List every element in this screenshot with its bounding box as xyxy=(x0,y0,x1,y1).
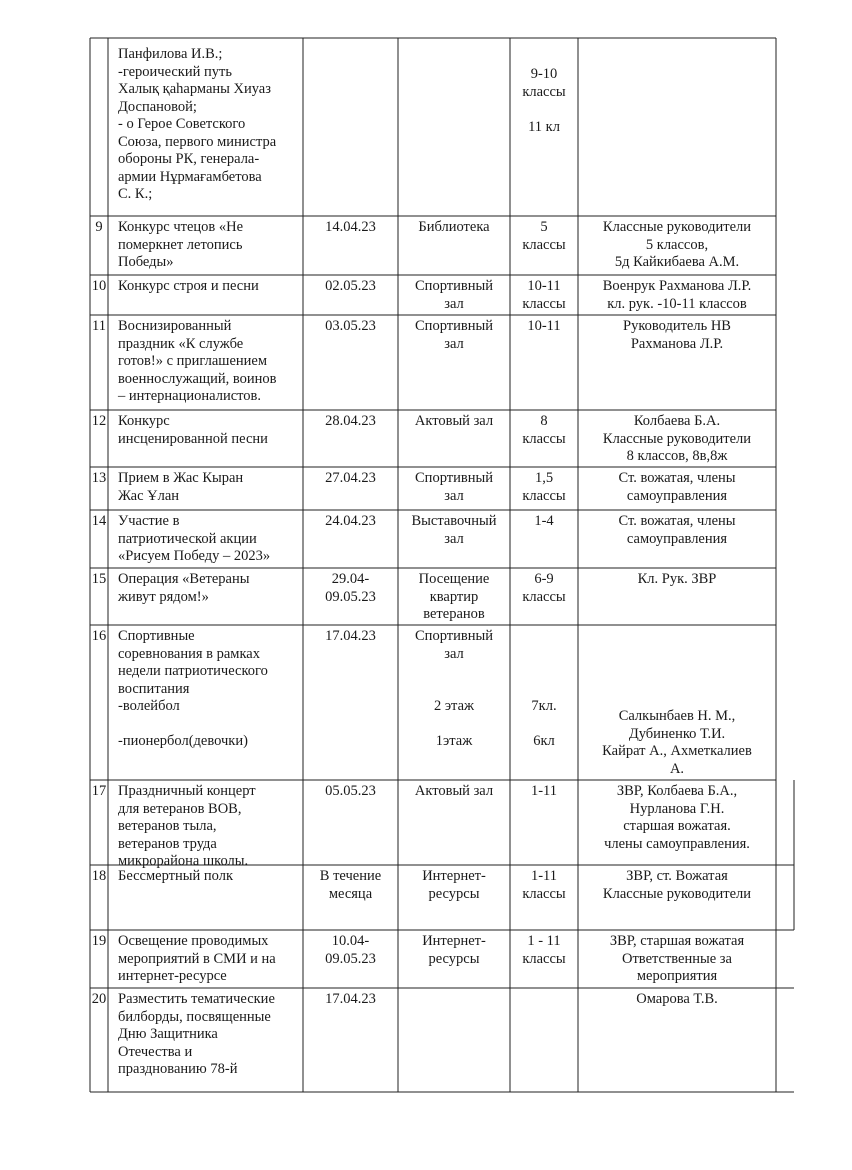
event-line: -героический путь xyxy=(118,63,232,80)
cell-date xyxy=(303,219,398,237)
cell-num xyxy=(90,783,108,801)
event-line: Операция «Ветераны xyxy=(118,571,250,587)
responsible-line: 8 классов, 8в,8ж xyxy=(626,448,728,464)
responsible-line: Ст. вожатая, члены xyxy=(618,513,736,529)
place-line: Интернет- xyxy=(422,868,486,884)
num-line: 12 xyxy=(91,413,107,429)
date-line: 17.04.23 xyxy=(325,991,376,1007)
cell-num xyxy=(90,868,108,886)
event-line: обороны РК, генерала- xyxy=(118,151,260,167)
place-line: Спортивный xyxy=(415,470,493,486)
classes-line: 11 кл xyxy=(528,118,560,135)
event-line: мероприятий в СМИ и на xyxy=(118,950,276,967)
event-line: Конкурс чтецов «Не xyxy=(118,219,244,235)
date-line: 17.04.23 xyxy=(325,628,376,644)
classes-line: 1-4 xyxy=(534,513,554,529)
classes-line: 7кл. xyxy=(531,698,557,714)
event-line: соревнования в рамках xyxy=(118,645,260,662)
date-line: 03.05.23 xyxy=(325,318,376,334)
event-line: «Рисуем Победу – 2023» xyxy=(118,548,271,564)
cell-classes xyxy=(510,318,578,336)
cell-place xyxy=(398,278,510,313)
place-line: квартир xyxy=(429,588,479,605)
event-line: Прием в Жас Кыран xyxy=(118,470,244,486)
event-line: инсценированной песни xyxy=(118,430,268,447)
cell-responsible xyxy=(578,413,776,466)
place-line xyxy=(398,716,510,734)
responsible-line: Рахманова Л.Р. xyxy=(630,335,724,352)
cell-responsible xyxy=(578,868,776,903)
cell-place xyxy=(398,513,510,548)
classes-line: классы xyxy=(522,950,566,967)
place-line: Спортивный xyxy=(415,278,493,294)
place-line: Интернет- xyxy=(422,933,486,949)
responsible-line: мероприятия xyxy=(636,968,718,984)
classes-line: 1,5 xyxy=(534,470,554,486)
event-line: Жас Ұлан xyxy=(118,487,180,504)
event-line: С. К.; xyxy=(118,186,153,202)
cell-event xyxy=(108,318,303,406)
place-line: зал xyxy=(444,530,464,547)
event-line: Отечества и xyxy=(118,1043,193,1060)
event-line: Конкурс xyxy=(118,413,170,429)
responsible-line: кл. рук. -10-11 классов xyxy=(607,295,747,312)
cell-date xyxy=(303,933,398,968)
cell-event xyxy=(108,783,303,871)
classes-line: классы xyxy=(522,487,566,504)
responsible-line: Военрук Рахманова Л.Р. xyxy=(602,278,752,294)
event-line: Победы» xyxy=(118,254,174,270)
cell-event xyxy=(108,413,303,448)
num-line: 18 xyxy=(91,868,107,884)
cell-event xyxy=(108,219,303,272)
place-line: зал xyxy=(444,487,464,504)
responsible-line: А. xyxy=(669,760,685,777)
cell-date xyxy=(303,571,398,606)
cell-event xyxy=(108,278,303,296)
cell-responsible xyxy=(578,219,776,272)
num-line: 10 xyxy=(91,278,107,294)
event-line xyxy=(118,716,303,734)
cell-event xyxy=(108,868,303,886)
cell-num xyxy=(90,991,108,1009)
event-line: Бессмертный полк xyxy=(118,868,233,884)
cell-place xyxy=(398,783,510,801)
cell-num xyxy=(90,318,108,336)
cell-event xyxy=(108,470,303,505)
classes-line: классы xyxy=(522,588,566,605)
num-line: 9 xyxy=(95,219,103,235)
event-line: военнослужащий, воинов xyxy=(118,370,277,387)
cell-place xyxy=(398,413,510,431)
cell-classes xyxy=(510,571,578,606)
cell-classes xyxy=(510,219,578,254)
place-line: ресурсы xyxy=(428,885,480,902)
responsible-line: Колбаева Б.А. xyxy=(633,413,721,429)
date-line: 29.04- xyxy=(331,571,370,587)
cell-responsible xyxy=(578,571,776,589)
classes-line: 8 xyxy=(540,413,548,429)
cell-event xyxy=(108,933,303,986)
cell-classes xyxy=(510,413,578,448)
responsible-line: 5д Кайкибаева А.М. xyxy=(614,254,740,270)
place-line xyxy=(398,681,510,699)
classes-line: 5 xyxy=(540,219,548,235)
responsible-line: Классные руководители xyxy=(602,430,752,447)
cell-event xyxy=(108,46,303,204)
responsible-line: Классные руководители xyxy=(602,219,752,235)
cell-event xyxy=(108,571,303,606)
num-line: 14 xyxy=(91,513,107,529)
cell-num xyxy=(90,571,108,589)
event-line: празднованию 78-й xyxy=(118,1061,238,1077)
responsible-line: Ст. вожатая, члены xyxy=(618,470,736,486)
responsible-line: Руководитель НВ xyxy=(623,318,731,334)
cell-responsible xyxy=(578,991,776,1009)
event-line: Халық қаһарманы Хиуаз xyxy=(118,81,271,97)
classes-line: классы xyxy=(522,430,566,447)
event-line: Воснизированный xyxy=(118,318,232,334)
cell-responsible xyxy=(578,278,776,313)
cell-responsible xyxy=(578,708,776,778)
date-line: 05.05.23 xyxy=(325,783,376,799)
place-line: 1этаж xyxy=(435,733,473,749)
cell-num xyxy=(90,219,108,237)
num-line: 20 xyxy=(91,991,107,1007)
responsible-line: Салкынбаев Н. М., xyxy=(618,708,736,724)
event-line: Панфилова И.В.; xyxy=(118,46,223,62)
event-line: микрорайона школы. xyxy=(118,853,249,869)
place-line: Посещение xyxy=(418,571,490,587)
cell-date xyxy=(303,783,398,801)
cell-num xyxy=(90,470,108,488)
place-line: Спортивный xyxy=(415,628,493,644)
place-line: ресурсы xyxy=(428,950,480,967)
cell-date xyxy=(303,628,398,646)
cell-place xyxy=(398,219,510,237)
cell-classes xyxy=(510,66,578,136)
date-line: 27.04.23 xyxy=(325,470,376,486)
responsible-line: члены самоуправления. xyxy=(604,835,750,852)
cell-num xyxy=(90,413,108,431)
responsible-line: Кл. Рук. ЗВР xyxy=(637,571,717,587)
cell-responsible xyxy=(578,783,776,853)
event-line: недели патриотического xyxy=(118,663,268,679)
event-line: патриотической акции xyxy=(118,530,257,547)
place-line: Актовый зал xyxy=(414,413,494,429)
responsible-line: Нурланова Г.Н. xyxy=(629,800,725,817)
event-line: Освещение проводимых xyxy=(118,933,269,949)
classes-line: 10-11 xyxy=(527,318,561,334)
responsible-line: Ответственные за xyxy=(622,950,732,967)
responsible-line: Дубиненко Т.И. xyxy=(628,725,726,742)
date-line: месяца xyxy=(328,885,373,902)
place-line: Выставочный xyxy=(411,513,497,529)
cell-num xyxy=(90,933,108,951)
classes-line: 1 - 11 xyxy=(527,933,561,949)
event-line: армии Нұрмағамбетова xyxy=(118,168,262,185)
responsible-line: самоуправления xyxy=(626,530,728,547)
event-line: Конкурс строя и песни xyxy=(118,278,259,294)
num-line: 19 xyxy=(91,933,107,949)
place-line xyxy=(398,663,510,681)
date-line: 09.05.23 xyxy=(325,588,376,605)
classes-line: 9-10 xyxy=(530,66,558,82)
classes-line: классы xyxy=(522,295,566,312)
date-line: 14.04.23 xyxy=(325,219,376,235)
responsible-line: ЗВР, старшая вожатая xyxy=(609,933,745,949)
responsible-line: самоуправления xyxy=(626,487,728,504)
place-line: Библиотека xyxy=(418,219,490,235)
cell-date xyxy=(303,991,398,1009)
responsible-line: Кайрат А., Ахметкалиев xyxy=(602,743,752,759)
event-line: Спортивные xyxy=(118,628,195,644)
cell-classes xyxy=(510,278,578,313)
place-line: зал xyxy=(444,295,464,312)
place-line: Актовый зал xyxy=(414,783,494,799)
date-line: 10.04- xyxy=(331,933,370,949)
cell-date xyxy=(303,513,398,531)
event-line: Разместить тематические xyxy=(118,991,275,1007)
classes-line xyxy=(510,101,578,119)
place-line: Спортивный xyxy=(415,318,493,334)
event-line: -пионербол(девочки) xyxy=(118,733,248,749)
cell-date xyxy=(303,868,398,903)
event-line: для ветеранов ВОВ, xyxy=(118,800,242,817)
classes-line: 6-9 xyxy=(534,571,554,587)
num-line: 15 xyxy=(91,571,107,587)
event-line: ветеранов труда xyxy=(118,835,217,852)
date-line: 02.05.23 xyxy=(325,278,376,294)
cell-place xyxy=(398,628,510,751)
classes-line: классы xyxy=(522,83,566,100)
responsible-line: 5 классов, xyxy=(645,236,709,253)
date-line: 24.04.23 xyxy=(325,513,376,529)
num-line: 11 xyxy=(92,318,106,334)
event-line: Доспановой; xyxy=(118,98,197,115)
responsible-line: ЗВР, ст. Вожатая xyxy=(626,868,728,884)
event-line: ветеранов тыла, xyxy=(118,818,217,834)
cell-place xyxy=(398,933,510,968)
event-line: воспитания xyxy=(118,680,190,697)
num-line: 17 xyxy=(91,783,107,799)
event-line: праздник «К службе xyxy=(118,335,244,352)
event-line: -волейбол xyxy=(118,698,180,714)
cell-classes xyxy=(510,783,578,801)
event-line: интернет-ресурсе xyxy=(118,968,227,984)
responsible-line: Омарова Т.В. xyxy=(636,991,718,1007)
cell-date xyxy=(303,413,398,431)
event-line: Праздничный концерт xyxy=(118,783,256,799)
event-line: готов!» с приглашением xyxy=(118,353,268,369)
cell-num xyxy=(90,46,108,64)
event-line: билборды, посвященные xyxy=(118,1008,271,1025)
classes-line: классы xyxy=(522,885,566,902)
date-line: 09.05.23 xyxy=(325,950,376,967)
cell-responsible xyxy=(578,933,776,986)
num-line: 16 xyxy=(91,628,107,644)
place-line: ветеранов xyxy=(423,606,485,622)
cell-num xyxy=(90,628,108,646)
responsible-line: старшая вожатая. xyxy=(623,818,731,834)
event-line: Союза, первого министра xyxy=(118,133,277,150)
cell-classes xyxy=(510,470,578,505)
num-line: 13 xyxy=(91,470,107,486)
place-line: зал xyxy=(444,645,464,662)
cell-classes xyxy=(510,513,578,531)
classes-line: 1-11 xyxy=(530,783,558,799)
event-line: – интернационалистов. xyxy=(118,388,262,404)
cell-event xyxy=(108,513,303,566)
classes-line xyxy=(510,716,578,734)
event-line: живут рядом!» xyxy=(118,588,209,605)
cell-num xyxy=(90,513,108,531)
classes-line: 1-11 xyxy=(530,868,558,884)
cell-responsible xyxy=(578,513,776,548)
event-line: померкнет летопись xyxy=(118,236,243,253)
cell-date xyxy=(303,318,398,336)
cell-place xyxy=(398,470,510,505)
event-line: Дню Защитника xyxy=(118,1026,218,1042)
classes-line: классы xyxy=(522,236,566,253)
event-line: - о Герое Советского xyxy=(118,116,246,132)
classes-line: 10-11 xyxy=(527,278,561,294)
event-line: Участие в xyxy=(118,513,180,529)
responsible-line: ЗВР, Колбаева Б.А., xyxy=(616,783,738,799)
cell-date xyxy=(303,470,398,488)
num-line xyxy=(90,46,108,64)
cell-event xyxy=(108,628,303,751)
cell-classes xyxy=(510,933,578,968)
cell-place xyxy=(398,318,510,353)
place-line: 2 этаж xyxy=(433,698,475,714)
date-line: В течение xyxy=(319,868,382,884)
cell-classes xyxy=(510,868,578,903)
cell-num xyxy=(90,278,108,296)
responsible-line: Классные руководители xyxy=(602,885,752,902)
cell-responsible xyxy=(578,318,776,353)
cell-place xyxy=(398,571,510,624)
cell-date xyxy=(303,278,398,296)
place-line: зал xyxy=(444,335,464,352)
date-line: 28.04.23 xyxy=(325,413,376,429)
cell-classes xyxy=(510,698,578,751)
cell-event xyxy=(108,991,303,1079)
classes-line: 6кл xyxy=(533,733,555,749)
cell-responsible xyxy=(578,470,776,505)
cell-place xyxy=(398,868,510,903)
